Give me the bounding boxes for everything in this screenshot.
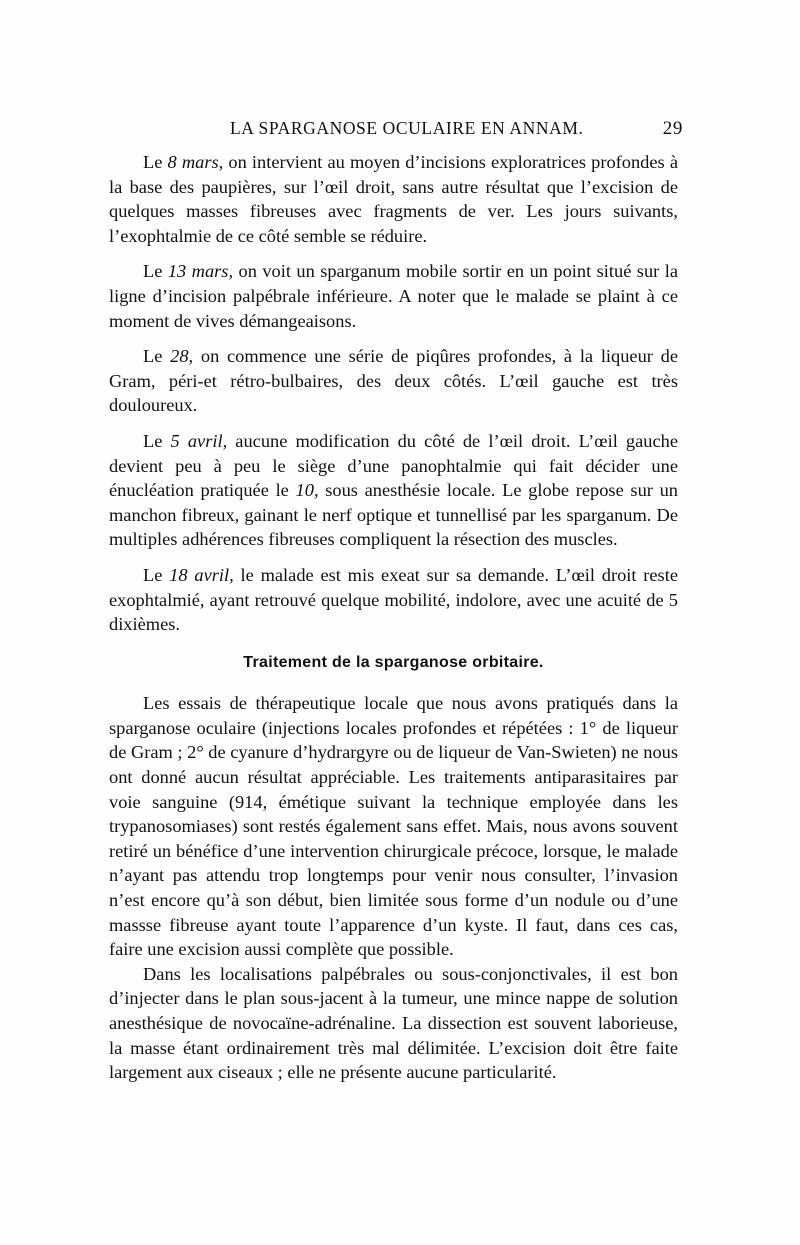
paragraph-lead: Le — [143, 346, 171, 367]
page-body — [109, 150, 678, 1085]
paragraph-13-mars — [109, 259, 678, 333]
paragraph-text: le malade est mis exeat sur sa demande. L’œil droit reste exophtalmié, ayant retrouvé quelque mobilité, indolore, avec une acuité de 5 dixièmes. — [109, 564, 678, 635]
paragraph-text: on voit un sparganum mobile sortir en un point situé sur la ligne d’incision palpébrale inférieure. A noter que le malade se plaint à ce moment de vives démangeaisons. — [109, 261, 678, 331]
page-header — [135, 118, 683, 142]
treatment-paragraph: Dans les localisations palpébrales ou sous-conjonctivales, il est bon d’injecter dans le plan sous-jacent à la tumeur, une mince nappe de solution anesthésique de novocaïne-adrénaline. La dissection est souvent laborieuse, la masse étant ordinairement très mal délimitée. L’excision doit être faite largement aux ciseaux ; elle ne présente aucune particularité. — [109, 963, 678, 1083]
date-10: 10, — [295, 480, 319, 501]
running-title: LA SPARGANOSE OCULAIRE EN ANNAM. — [230, 118, 584, 138]
paragraph-text: aucune modification du côté de l’œil droit. L’œil gauche devient peu à peu le siège d’une panophtalmie qui fait décider une énucléation pratiquée le — [109, 430, 679, 501]
paragraph-lead: Le — [143, 564, 170, 585]
paragraph-lead: Le — [143, 430, 171, 451]
date-18-avril: 18 avril, — [169, 564, 234, 585]
paragraph-text: on commence une série de piqûres profondes, à la liqueur de Gram, péri-et rétro-bulbaires, des deux côtés. L’œil gauche est très douloureux. — [109, 346, 678, 416]
paragraph-5-avril — [109, 429, 678, 552]
treatment-paragraph: Les essais de thérapeutique locale que nous avons pratiqués dans la sparganose oculaire (injections locales profondes et répétées : 1° de liqueur de Gram ; 2° de cyanure d’hydrargyre ou de liqueur de Van-Swieten) ne nous ont donné aucun résultat appréciable. Les traitements antiparasitaires par voie sanguine (914, émétique suivant la technique employée dans les trypanosomiases) sont restés également sans effet. Mais, nous avons souvent retiré un bénéfice d’une intervention chirurgicale précoce, lorsque, le malade n’ayant pas attendu trop longtemps pour venir nous consulter, l’invasion n’est encore qu’à son début, bien limitée sous forme d’un nodule ou d’une massse fibreuse ayant toute l’apparence d’un kyste. Il faut, dans ces cas, faire une excision aussi complète que possible. — [109, 693, 678, 960]
paragraph-text: sous anesthésie locale. Le globe repose sur un manchon fibreux, gainant le nerf optique et tunnellisé par les sparganum. De multiples adhérences fibreuses compliquent la résection des muscles. — [109, 480, 678, 550]
paragraph-8-mars — [109, 150, 678, 248]
paragraph-lead: Le — [143, 261, 168, 282]
paragraph-18-avril — [109, 563, 678, 637]
paragraph-text: on intervient au moyen d’incisions exploratrices profondes à la base des paupières, sur l’œil droit, sans autre résultat que l’excision de quelques masses fibreuses avec fragments de ver. Les jours suivants, l’exophtalmie de ce côté semble se réduire. — [109, 152, 678, 246]
page-number: 29 — [662, 118, 683, 139]
paragraph-lead: Le — [143, 152, 168, 172]
date-13-mars: 13 mars, — [167, 261, 234, 282]
date-28: 28, — [170, 346, 194, 367]
section-heading: Traitement de la sparganose orbitaire. — [243, 653, 544, 671]
paragraph-28 — [109, 344, 678, 418]
date-5-avril: 5 avril, — [170, 430, 228, 451]
date-8-mars: 8 mars, — [167, 152, 224, 172]
